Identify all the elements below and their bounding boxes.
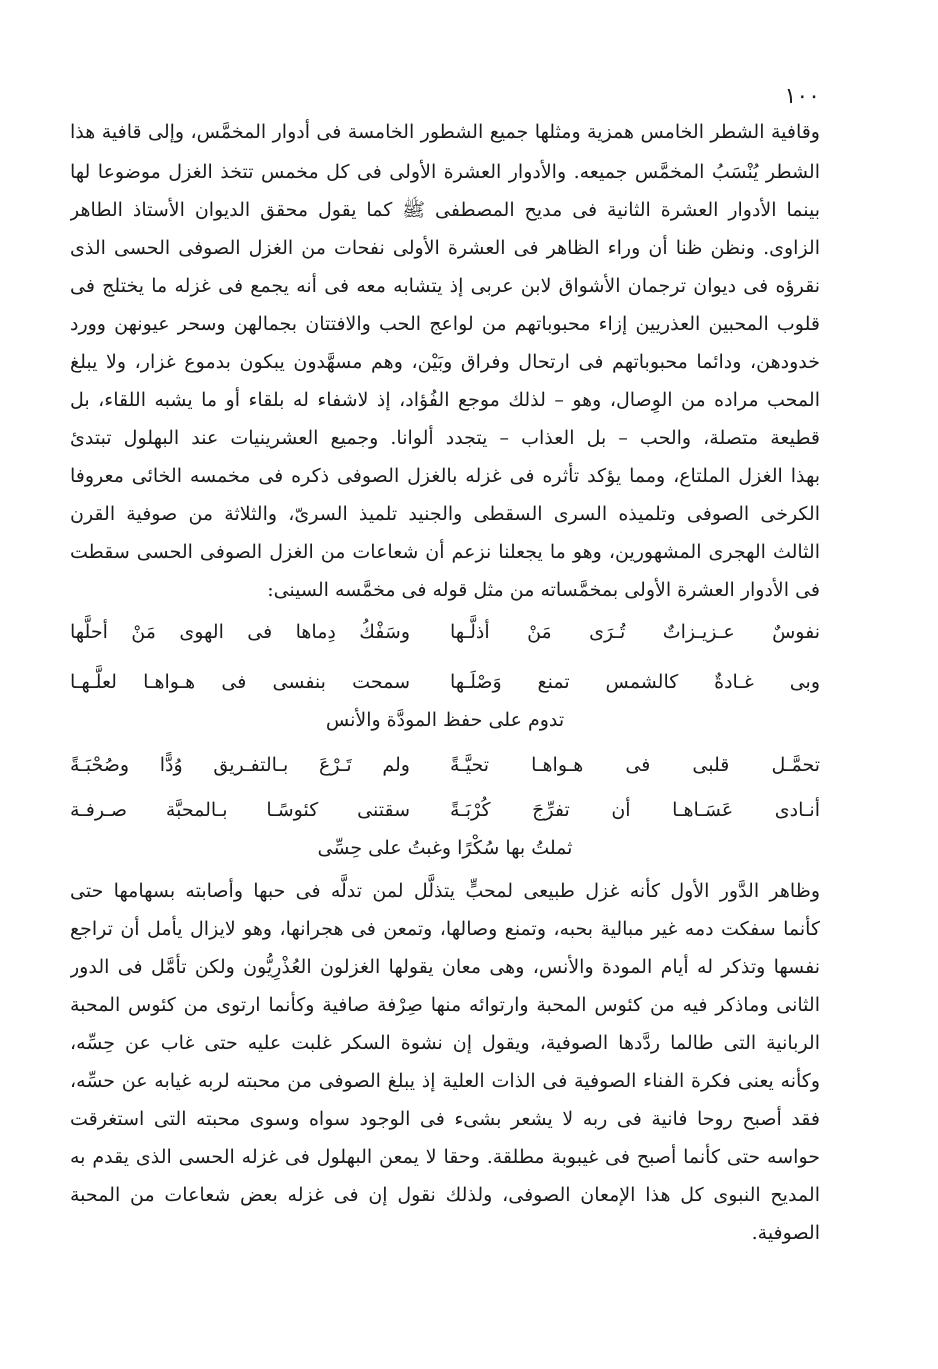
paragraph-line: فى الأدوار العشرة الأولى بمخمَّساته من مثل قوله فى مخمَّسه السينى: [267,579,820,601]
paragraph-line: الصوفية. [751,1222,820,1244]
paragraph-line: المحب مراده من الوِصال، وهو – لذلك موجع الفُؤاد، إذ لاشفاء له بلقاء أو ما يشبه اللقاء، بل [70,389,820,411]
paragraph-line: وظاهر الدَّور الأول كأنه غزل طبيعى لمحبٍّ يتذلَّل لمن تدلَّه فى حبها وأصابته بسهامها حتى [70,880,820,902]
paragraph-line: الثانى وماذكر فيه من كئوس المحبة وارتوائه منها صِرْفة صافية وكأنما ارتوى من كئوس المحبة [70,994,820,1016]
poem-verse [70,790,820,830]
paragraph-line: الربانية التى طالما ردَّدها الصوفية، ويقول إن نشوة السكر غلبت عليه حتى غاب عن حِسِّه، [70,1032,820,1054]
paragraph-line: قلوب المحبين العذريين إزاء محبوباتهم من لواعج الحب والافتتان بجمالهن وسحر عيونهن وورد [70,313,820,335]
paragraph-line: حواسه حتى كأنما أصبح فى غيبوبة مطلقة. وحقا لا يمعن البهلول فى غزله الحسى الذى يقدم به [70,1146,820,1168]
poem-verse [70,745,820,785]
paragraph-line: نفسها وتذكر له أيام المودة والأنس، وهى معان يقولها الغزلون العُذْرِيُّون ولكن تأمَّل فى الدور [70,956,820,978]
paragraph-line: قطيعة متصلة، والحب – بل العذاب – يتجدد ألوانا. وجميع العشرينيات عند البهلول تبتدئ [70,427,820,449]
paragraph-line: الشطر يُنْسَبُ المخمَّس جميعه. والأدوار العشرة الأولى فى كل مخمس تتخذ الغزل موضوعا لها [70,161,820,183]
verse-left-hemistich: ولم تَـرْعَ بـالتفـريق وُدًّا وصُحْبَـةً [70,754,410,776]
poem-refrain: تدوم على حفظ المودَّة والأنس [325,709,565,731]
poem-verse [70,662,820,702]
verse-right-hemistich: أنـادى عَسَـاهـا أن تفرِّجَ كُرْبَـةً [450,799,820,821]
verse-right-hemistich: تحمَّـل قلبى فى هـواهـا تحيَّـةً [450,754,820,776]
paragraph-line: كأنما سفكت دمه غير مبالية بحبه، وتمنع وصالها، وتمعن فى هجرانها، وهو لايزال يأمل أن تراجع [70,918,820,940]
paragraph-line: وكأنه يعنى فكرة الفناء الصوفية فى الذات العلية إذ يبلغ الصوفى من محبته لربه غيابه عن حسِّه، [70,1070,820,1092]
paragraph-line: فقد أصبح روحا فانية فى ربه لا يشعر بشىء فى الوجود سواه وسوى محبته التى استغرقت [70,1108,820,1130]
paragraph-line: بهذا الغزل الملتاع، ومما يؤكد تأثره فى غزله بالغزل الصوفى ذكره فى مخمسه الخائى معروفا [70,465,820,487]
verse-left-hemistich: سقتنى كئوسًـا بـالمحبَّة صـرفـة [70,799,410,821]
verse-right-hemistich: نفوسٌ عـزيـزاتٌ تُـرَى مَنْ أذلَّـها [450,621,820,643]
verse-left-hemistich: وسَفْكُ دِماها فى الهوى مَنْ أحلَّها [70,621,410,643]
paragraph-line: بينما الأدوار العشرة الثانية فى مديح المصطفى ﷺ كما يقول محقق الديوان الأستاذ الطاهر [70,199,820,221]
paragraph-line: الزاوى. ونظن ظنا أن وراء الظاهر فى العشرة الأولى نفحات من الغزل الصوفى الحسى الذى [70,237,820,259]
paragraph-line: الكرخى الصوفى وتلميذه السرى السقطى والجنيد تلميذ السرىّ، والثلاثة من صوفية القرن [70,503,820,525]
paragraph-line: وقافية الشطر الخامس همزية ومثلها جميع الشطور الخامسة فى أدوار المخمَّس، وإلى قافية هذا [70,121,820,143]
poem-verse [70,612,820,652]
page-number: ١٠٠ [784,84,820,109]
poem-refrain: ثملتُ بها سُكْرًا وغبتُ على حِسِّى [317,837,573,859]
paragraph-line: المديح النبوى كل هذا الإمعان الصوفى، ولذلك نقول إن فى غزله بعض شعاعات من المحبة [70,1184,820,1206]
paragraph-line: خدودهن، ودائما محبوباتهم فى ارتحال وفراق وبَيْن، وهم مسهَّدون يبكون بدموع غزار، ولا يبلغ [70,351,820,373]
book-page [70,0,820,1369]
verse-left-hemistich: سمحت بنفسى فى هـواهـا لعلَّـهـا [70,671,410,693]
verse-right-hemistich: وبى غـادةٌ كالشمس تمنع وَصْلَـها [450,671,820,693]
paragraph-line: نقرؤه فى ديوان ترجمان الأشواق لابن عربى إذ يتشابه معه فى أنه يجمع فى غزله ما يختلج فى [70,275,820,297]
paragraph-line: الثالث الهجرى المشهورين، وهو ما يجعلنا نزعم أن شعاعات من الغزل الصوفى الحسى سقطت [70,541,820,563]
